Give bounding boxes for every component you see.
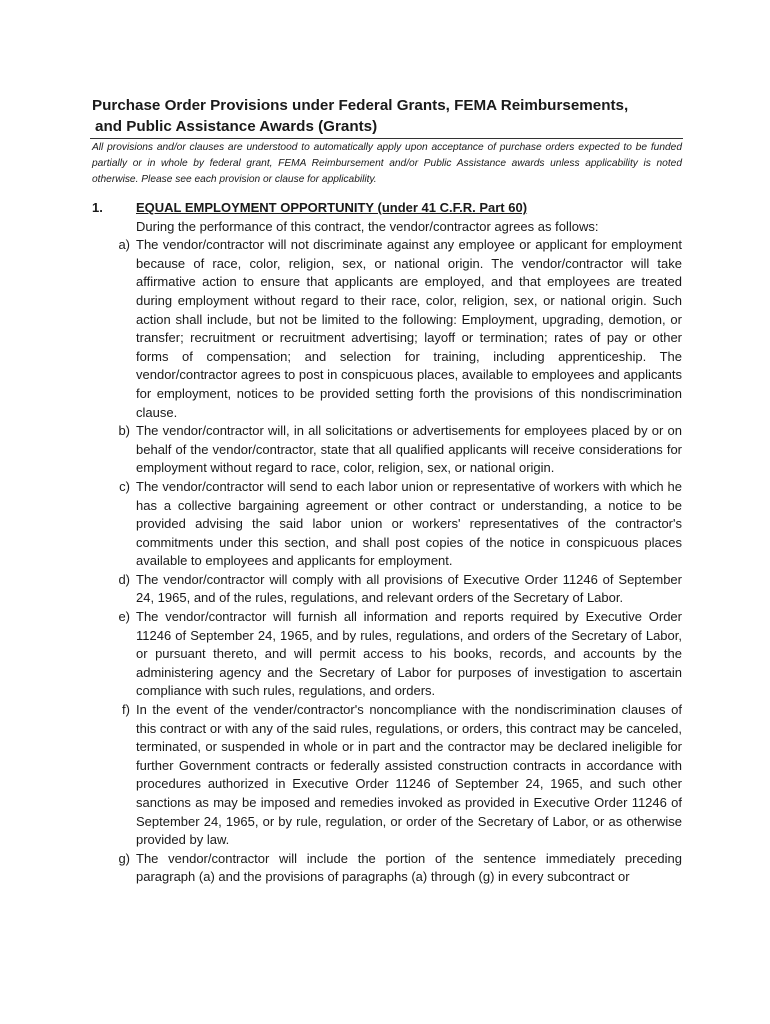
clause-text: In the event of the vender/contractor's noncompliance with the nondiscrimination clauses of this contract or with any of the said rules, regulations, or orders, this contract may be canceled, terminated, or suspended in whole or in part and the contractor may be declared ineligible for further Government contracts or federally assisted construction contracts in accordance with procedures authorized in Executive Order 11246 of September 24, 1965, and such other sanctions as may be imposed and remedies invoked as provided in Executive Order 11246 of September 24, 1965, or by rule, regulation, or order of the Secretary of Labor, or as otherwise provided by law. <box>136 702 682 848</box>
document-title-line-2: and Public Assistance Awards (Grants) <box>95 118 378 135</box>
clause-text: The vendor/contractor will send to each labor union or representative of workers with which he has a collective bargaining agreement or other contract or understanding, a notice to be provided advising the said labor union or workers' representatives of the contractor's commitments under this section, and shall post copies of the notice in conspicuous places available to employees and applicants for employment. <box>136 478 682 569</box>
clause-item <box>92 571 682 608</box>
clause-item <box>92 478 682 571</box>
clause-text: The vendor/contractor will not discriminate against any employee or applicant for employment because of race, color, religion, sex, or national origin. The vendor/contractor will take affirmative action to ensure that applicants are employed, and that employees are treated during employment without regard to their race, color, religion, sex, or national origin. Such action shall include, but not be limited to the following: Employment, upgrading, demotion, or transfer; recruitment or recruitment advertising; layoff or termination; rates of pay or other forms of compensation; and selection for training, including apprenticeship. The vendor/contractor agrees to post in conspicuous places, available to employees and applicants for employment, notices to be provided setting forth the provisions of this nondiscrimination clause. <box>136 237 682 420</box>
clause-label: a) <box>118 237 130 253</box>
clause-text: The vendor/contractor will include the portion of the sentence immediately preceding paragraph (a) and the provisions of paragraphs (a) through (g) in every subcontract or <box>136 850 682 885</box>
section-heading: EQUAL EMPLOYMENT OPPORTUNITY (under 41 C.F.R. Part 60) <box>136 200 528 215</box>
section-lead: During the performance of this contract, the vendor/contractor agrees as follows: <box>136 218 599 234</box>
title-divider <box>90 138 683 139</box>
clause-item <box>92 701 682 850</box>
clause-label: c) <box>119 478 130 494</box>
clause-label: b) <box>118 423 130 439</box>
clause-item <box>92 236 682 422</box>
clause-item <box>92 608 682 701</box>
section-equal-employment <box>92 199 682 887</box>
document-title-line-1: Purchase Order Provisions under Federal Grants, FEMA Reimbursements, <box>92 97 629 114</box>
clause-list <box>92 236 682 887</box>
clause-text: The vendor/contractor will furnish all information and reports required by Executive Order 11246 of September 24, 1965, and by rules, regulations, and orders of the Secretary of Labor, or pursuant thereto, and will permit access to his books, records, and accounts by the administering agency and the Secretary of Labor for purposes of investigation to ascertain compliance with such rules, regulations, and orders. <box>136 609 682 699</box>
section-heading-row <box>92 199 682 218</box>
clause-label: e) <box>118 609 130 625</box>
clause-text: The vendor/contractor will comply with all provisions of Executive Order 11246 of September 24, 1965, and of the rules, regulations, and relevant orders of the Secretary of Labor. <box>136 571 682 606</box>
clause-label: f) <box>122 702 130 718</box>
clause-item <box>92 850 682 887</box>
document-title <box>92 95 692 137</box>
clause-label: d) <box>118 571 130 587</box>
clause-label: g) <box>118 850 130 866</box>
section-number: 1. <box>92 200 103 215</box>
clause-item <box>92 422 682 478</box>
intro-paragraph: All provisions and/or clauses are understood to automatically apply upon acceptance of purchase orders expected to be funded partially or in whole by federal grant, FEMA Reimbursement and/or Public Assistance awards unless applicability is noted otherwise. Please see each provision or clause for applicability. <box>92 142 682 185</box>
clause-text: The vendor/contractor will, in all solicitations or advertisements for employees placed by or on behalf of the vendor/contractor, state that all qualified applicants will receive considerations for employment without regard to race, color, religion, sex, or national origin. <box>136 423 682 476</box>
